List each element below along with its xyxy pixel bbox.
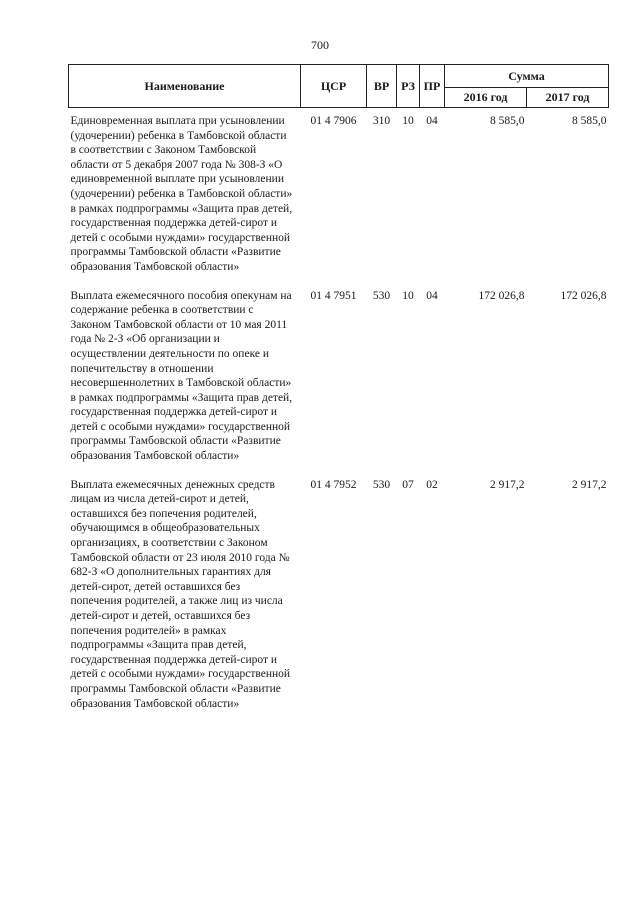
row-sum-2016: 172 026,8 <box>478 289 525 302</box>
header-sum: Сумма <box>445 65 609 88</box>
header-year-2016: 2016 год <box>445 88 527 108</box>
row-csr: 01 4 7906 <box>310 115 357 127</box>
table-row <box>69 108 609 285</box>
row-pr: 04 <box>426 115 438 127</box>
row-sum-2016: 2 917,2 <box>490 478 525 491</box>
row-pr: 04 <box>426 289 438 302</box>
header-csr: ЦСР <box>301 65 367 108</box>
row-rz: 10 <box>402 289 414 302</box>
header-pr: ПР <box>420 65 445 108</box>
row-vr: 310 <box>372 115 391 127</box>
row-sum-2017: 2 917,2 <box>572 478 607 491</box>
row-rz: 07 <box>402 478 414 491</box>
budget-table <box>68 64 609 721</box>
header-rz: РЗ <box>397 65 420 108</box>
row-pr: 02 <box>426 478 438 491</box>
header-year-2017: 2017 год <box>527 88 609 108</box>
page-number: 700 <box>311 38 329 52</box>
row-name: Выплата ежемесячного пособия опекунам на содержание ребенка в соответствии с Законом Тамбовской области от 10 мая 2011 года № 2-З «Об организации и осуществлении деятельности по опеке и попечительству в отношении несовершеннолетних в Тамбовской области» в рамках подпрограммы «Защита прав детей, государственная поддержка детей-сирот и детей с особыми нуждами» государственной программы Тамбовской области «Развитие образования Тамбовской области» <box>70 289 293 463</box>
table-body <box>69 108 609 722</box>
row-rz: 10 <box>402 115 414 127</box>
row-vr: 530 <box>372 289 391 302</box>
row-csr: 01 4 7951 <box>310 289 357 302</box>
row-name: Выплата ежемесячных денежных средств лицам из числа детей-сирот и детей, оставшихся без попечения родителей, обучающимся в общеобразовательных организациях, в соответствии с Законом Тамбовской области от 23 июля 2010 года № 682-З «О дополнительных гарантиях для детей-сирот, детей оставшихся без попечения родителей, а также лиц из числа детей-сирот и детей, оставшихся без попечения родителей» в рамках подпрограммы «Защита прав детей, государственная поддержка детей-сирот и детей с особыми нуждами» государственной программы Тамбовской области «Развитие образования Тамбовской области» <box>70 478 291 710</box>
row-sum-2016: 8 585,0 <box>490 115 525 127</box>
header-vr: ВР <box>367 65 397 108</box>
row-name: Единовременная выплата при усыновлении (удочерении) ребенка в Тамбовской области в соответствии с Законом Тамбовской области от 5 декабря 2007 года № 308-З «О единовременной выплате при усыновлении (удочерении) ребенка в Тамбовской области» в рамках подпрограммы «Защита прав детей, государственная поддержка детей-сирот и детей с особыми нуждами» государственной программы Тамбовской области «Развитие образования Тамбовской области» <box>70 115 293 273</box>
table-row <box>69 285 609 474</box>
table-row <box>69 474 609 722</box>
header-name: Наименование <box>69 65 301 108</box>
row-sum-2017: 172 026,8 <box>560 289 607 302</box>
row-vr: 530 <box>372 478 391 491</box>
row-csr: 01 4 7952 <box>310 478 357 491</box>
table-header <box>69 65 609 108</box>
row-sum-2017: 8 585,0 <box>572 115 607 127</box>
